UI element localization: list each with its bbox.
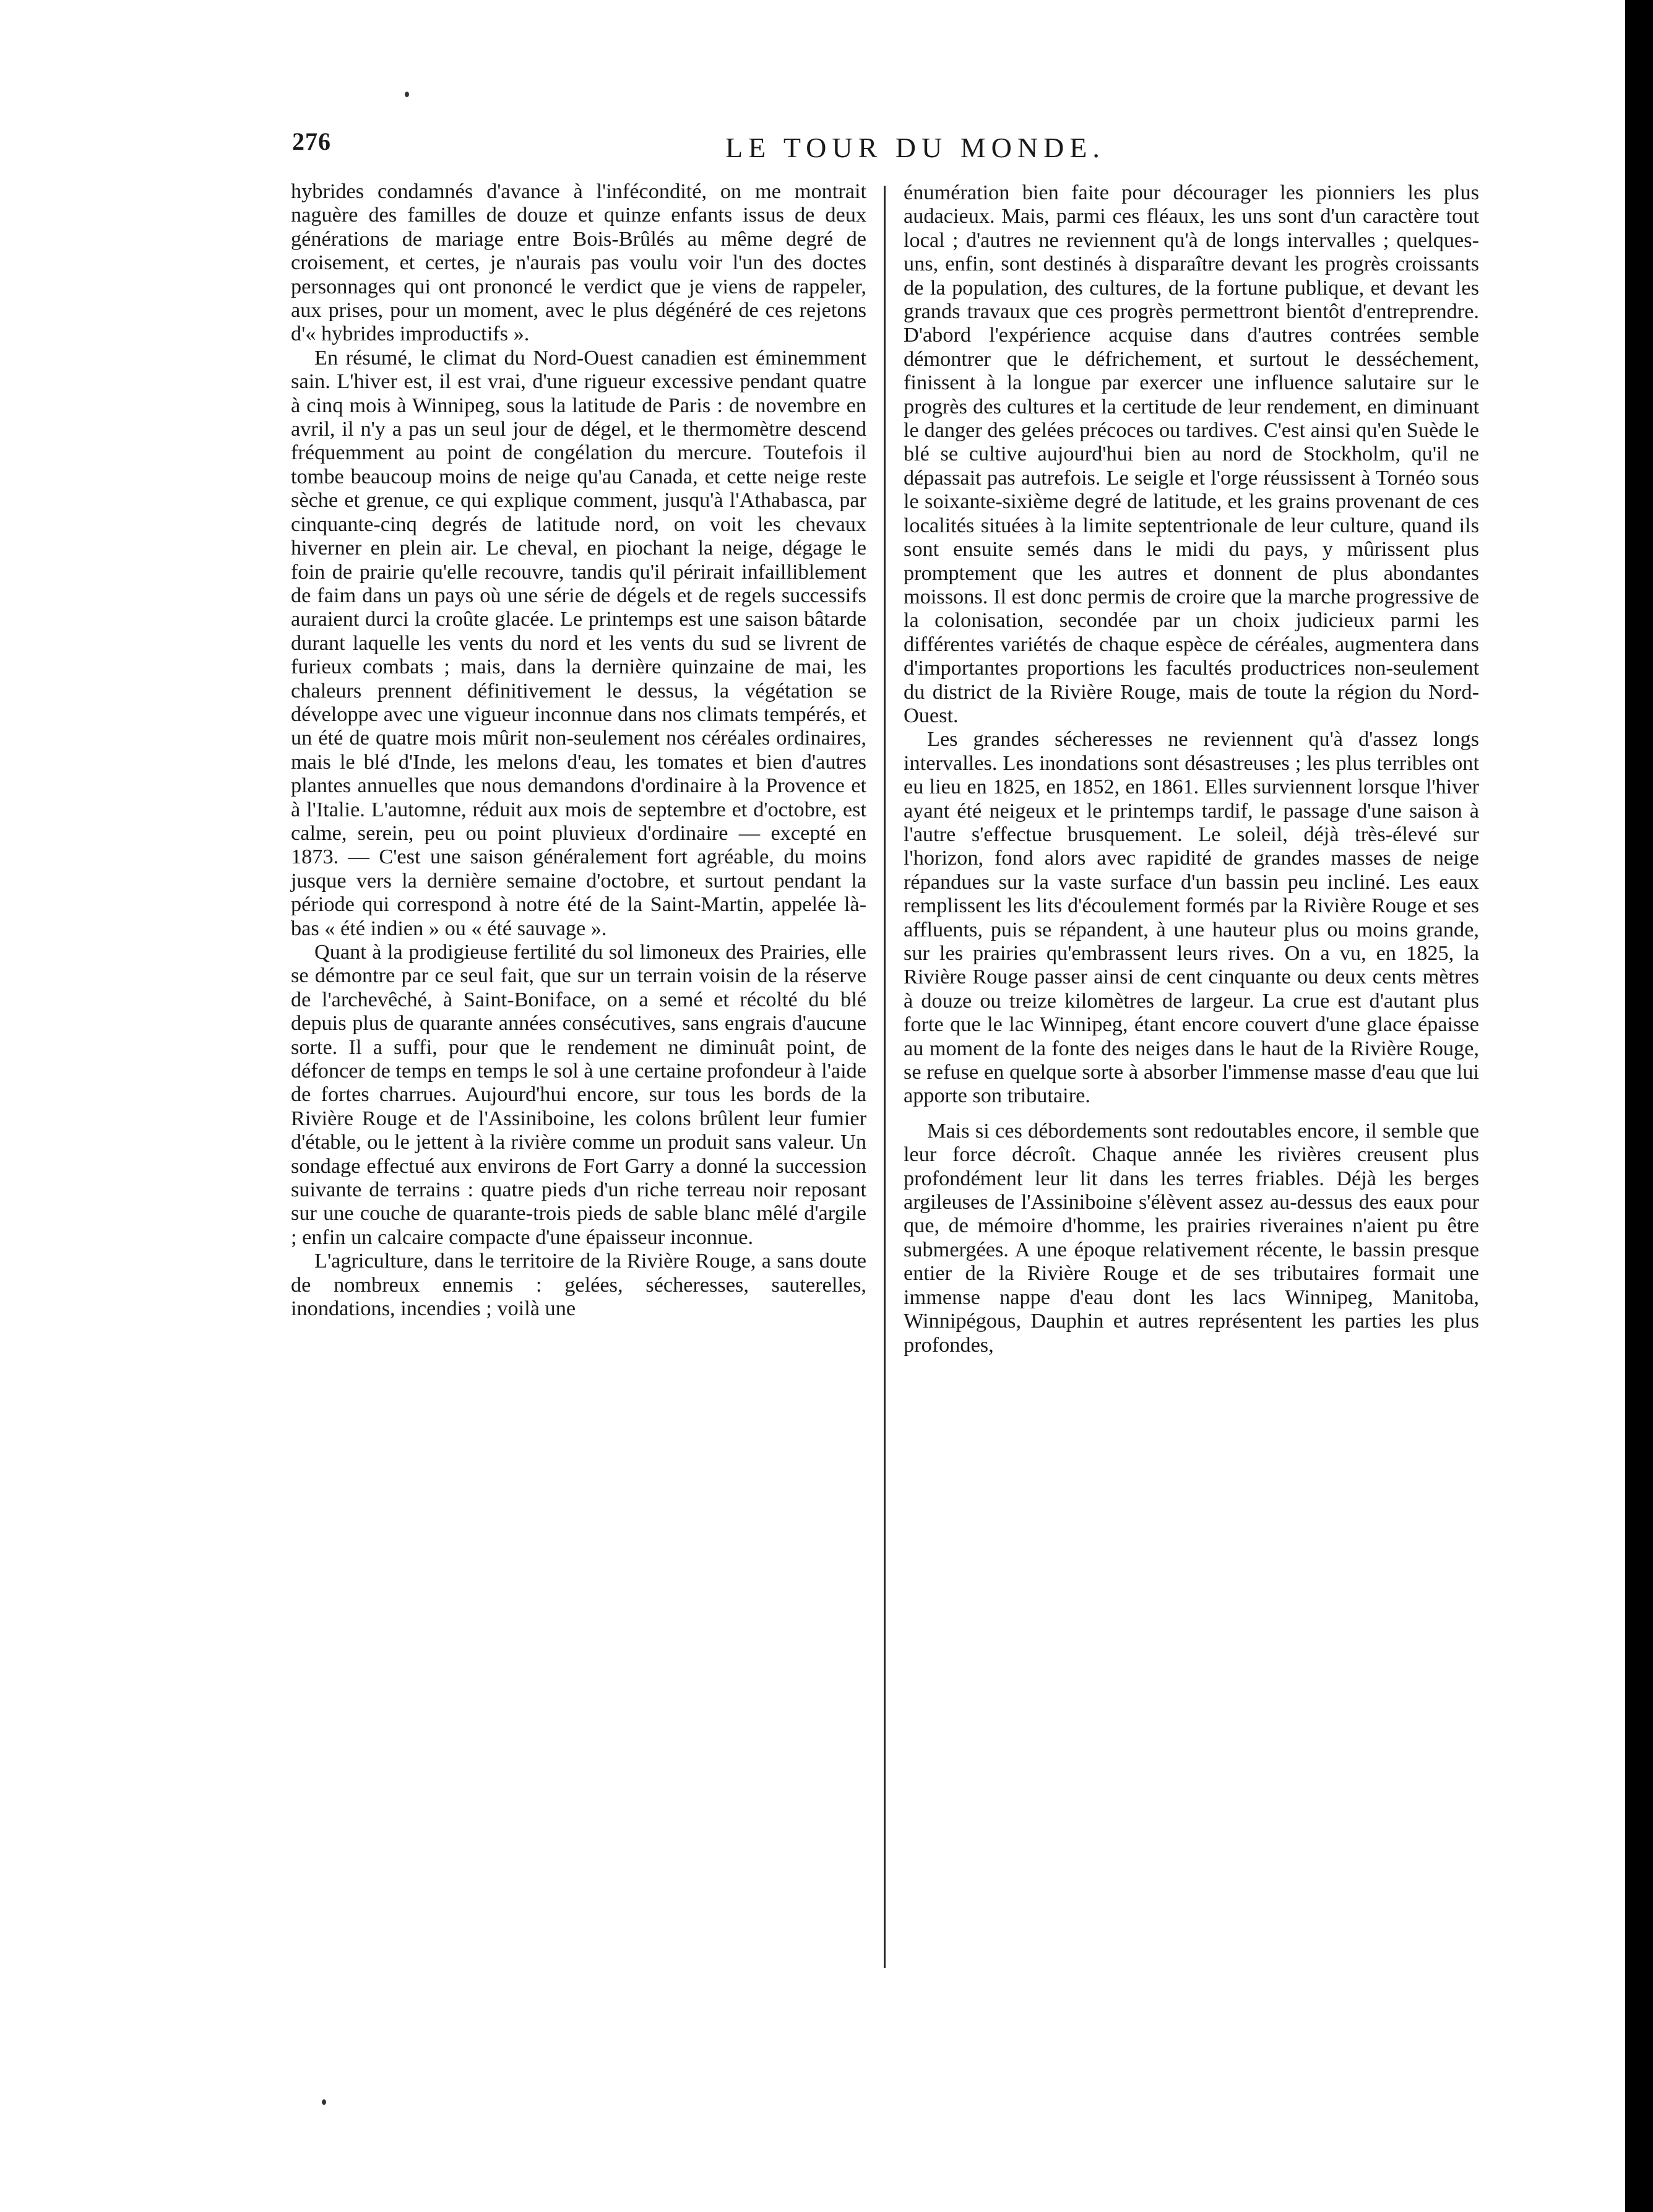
scan-border (1625, 0, 1653, 2212)
page-number: 276 (292, 127, 331, 155)
left-column (291, 179, 866, 1321)
paragraph: En résumé, le climat du Nord-Ouest canadien est éminemment sain. L'hiver est, il est vrai, d'une rigueur excessive pendant quatre à cinq mois à Winnipeg, sous la latitude de Paris : de novembre en avril, il n'y a pas un seul jour de dégel, et le thermomètre descend fréquemment au point de congélation du mercure. Toutefois il tombe beaucoup moins de neige qu'au Canada, et cette neige reste sèche et grenue, ce qui explique comment, jusqu'à l'Athabasca, par cinquante-cinq degrés de latitude nord, on voit les chevaux hiverner en plein air. Le cheval, en piochant la neige, dégage le foin de prairie qu'elle recouvre, tandis qu'il périrait infailliblement de faim dans un pays où une série de dégels et de regels successifs auraient durci la croûte glacée. Le printemps est une saison bâtarde durant laquelle les vents du nord et les vents du sud se livrent de furieux combats ; mais, dans la dernière quinzaine de mai, les chaleurs prennent définitivement le dessus, la végétation se développe avec une vigueur inconnue dans nos climats tempérés, et un été de quatre mois mûrit non-seulement nos céréales ordinaires, mais le blé d'Inde, les melons d'eau, les tomates et bien d'autres plantes annuelles que nous demandons d'ordinaire à la Provence et à l'Italie. L'automne, réduit aux mois de septembre et d'octobre, est calme, serein, peu ou point pluvieux d'ordinaire — excepté en 1873. — C'est une saison généralement fort agréable, du moins jusque vers la dernière semaine d'octobre, et surtout pendant la période qui correspond à notre été de la Saint-Martin, appelée là-bas « été indien » ou « été sauvage ». (291, 345, 866, 940)
paragraph: Les grandes sécheresses ne reviennent qu'à d'assez longs intervalles. Les inondations sont désastreuses ; les plus terribles ont eu lieu en 1825, en 1852, en 1861. Elles surviennent lorsque l'hiver ayant été neigeux et le printemps tardif, le passage d'une saison à l'autre s'effectue brusquement. Le soleil, déjà très-élevé sur l'horizon, fond alors avec rapidité de grandes masses de neige répandues sur la vaste surface d'un bassin peu incliné. Les eaux remplissent les lits d'écoulement formés par la Rivière Rouge et ses affluents, puis se répandent, à une hauteur plus ou moins grande, sur les prairies qu'embrassent leurs rives. On a vu, en 1825, la Rivière Rouge passer ainsi de cent cinquante ou deux cents mètres à douze ou treize kilomètres de largeur. La crue est d'autant plus forte que le lac Winnipeg, étant encore couvert d'une glace épaisse au moment de la fonte des neiges dans le haut de la Rivière Rouge, se refuse en quelque sorte à absorber l'immense masse d'eau que lui apporte son tributaire. (904, 727, 1479, 1108)
speck (322, 2099, 326, 2105)
paragraph: hybrides condamnés d'avance à l'infécondité, on me montrait naguère des familles de douze et quinze enfants issus de deux générations de mariage entre Bois-Brûlés au même degré de croisement, et certes, je n'aurais pas voulu voir l'un des doctes personnages qui ont prononcé le verdict que je viens de rappeler, aux prises, pour un moment, avec le plus dégénéré de ces rejetons d'« hybrides improductifs ». (291, 179, 866, 346)
running-title: LE TOUR DU MONDE. (725, 132, 1105, 163)
paragraph: énumération bien faite pour décourager les pionniers les plus audacieux. Mais, parmi ces fléaux, les uns sont d'un caractère tout local ; d'autres ne reviennent qu'à de longs intervalles ; quelques-uns, enfin, sont destinés à disparaître devant les progrès croissants de la population, des cultures, de la fortune publique, et devant les grands travaux que ces progrès permettront bientôt d'entreprendre. D'abord l'expérience acquise dans d'autres contrées semble démontrer que le défrichement, et surtout le desséchement, finissent à la longue par exercer une influence salutaire sur le progrès des cultures et la certitude de leur rendement, en diminuant le danger des gelées précoces ou tardives. C'est ainsi qu'en Suède le blé se cultive aujourd'hui bien au nord de Stockholm, qu'il ne dépassait pas autrefois. Le seigle et l'orge réussissent à Tornéo sous le soixante-sixième degré de latitude, et les grains provenant de ces localités situées à la limite septentrionale de leur culture, quand ils sont ensuite semés dans le midi du pays, y mûrissent plus promptement que les autres et donnent de plus abondantes moissons. Il est donc permis de croire que la marche progressive de la colonisation, secondée par un choix judicieux parmi les différentes variétés de chaque espèce de céréales, augmentera dans d'importantes proportions les facultés productrices non-seulement du district de la Rivière Rouge, mais de toute la région du Nord-Ouest. (904, 181, 1479, 727)
right-column (904, 181, 1479, 1357)
paragraph: L'agriculture, dans le territoire de la Rivière Rouge, a sans doute de nombreux ennemis : gelées, sécheresses, sauterelles, inondations, incendies ; voilà une (291, 1249, 866, 1321)
paragraph: Quant à la prodigieuse fertilité du sol limoneux des Prairies, elle se démontre par ce seul fait, que sur un terrain voisin de la réserve de l'archevêché, à Saint-Boniface, on a semé et récolté du blé depuis plus de quarante années consécutives, sans engrais d'aucune sorte. Il a suffi, pour que le rendement ne diminuât point, de défoncer de temps en temps le sol à une certaine profondeur à l'aide de fortes charrues. Aujourd'hui encore, sur tous les bords de la Rivière Rouge et de l'Assiniboine, les colons brûlent leur fumier d'étable, ou le jettent à la rivière comme un produit sans valeur. Un sondage effectué aux environs de Fort Garry a donné la succession suivante de terrains : quatre pieds d'un riche terreau noir reposant sur une couche de quarante-trois pieds de sable blanc mêlé d'argile ; enfin un calcaire compacte d'une épaisseur inconnue. (291, 940, 866, 1249)
paragraph: Mais si ces débordements sont redoutables encore, il semble que leur force décroît. Chaque année les rivières creusent plus profondément leur lit dans les terres friables. Déjà les berges argileuses de l'Assiniboine s'élèvent assez au-dessus des eaux pour que, de mémoire d'homme, les prairies riveraines n'aient pu être submergées. A une époque relativement récente, le bassin presque entier de la Rivière Rouge et de ses tributaires formait une immense nappe d'eau dont les lacs Winnipeg, Manitoba, Winnipégous, Dauphin et autres représentent les parties les plus profondes, (904, 1118, 1479, 1357)
speck (405, 92, 409, 97)
column-divider (884, 186, 886, 1968)
